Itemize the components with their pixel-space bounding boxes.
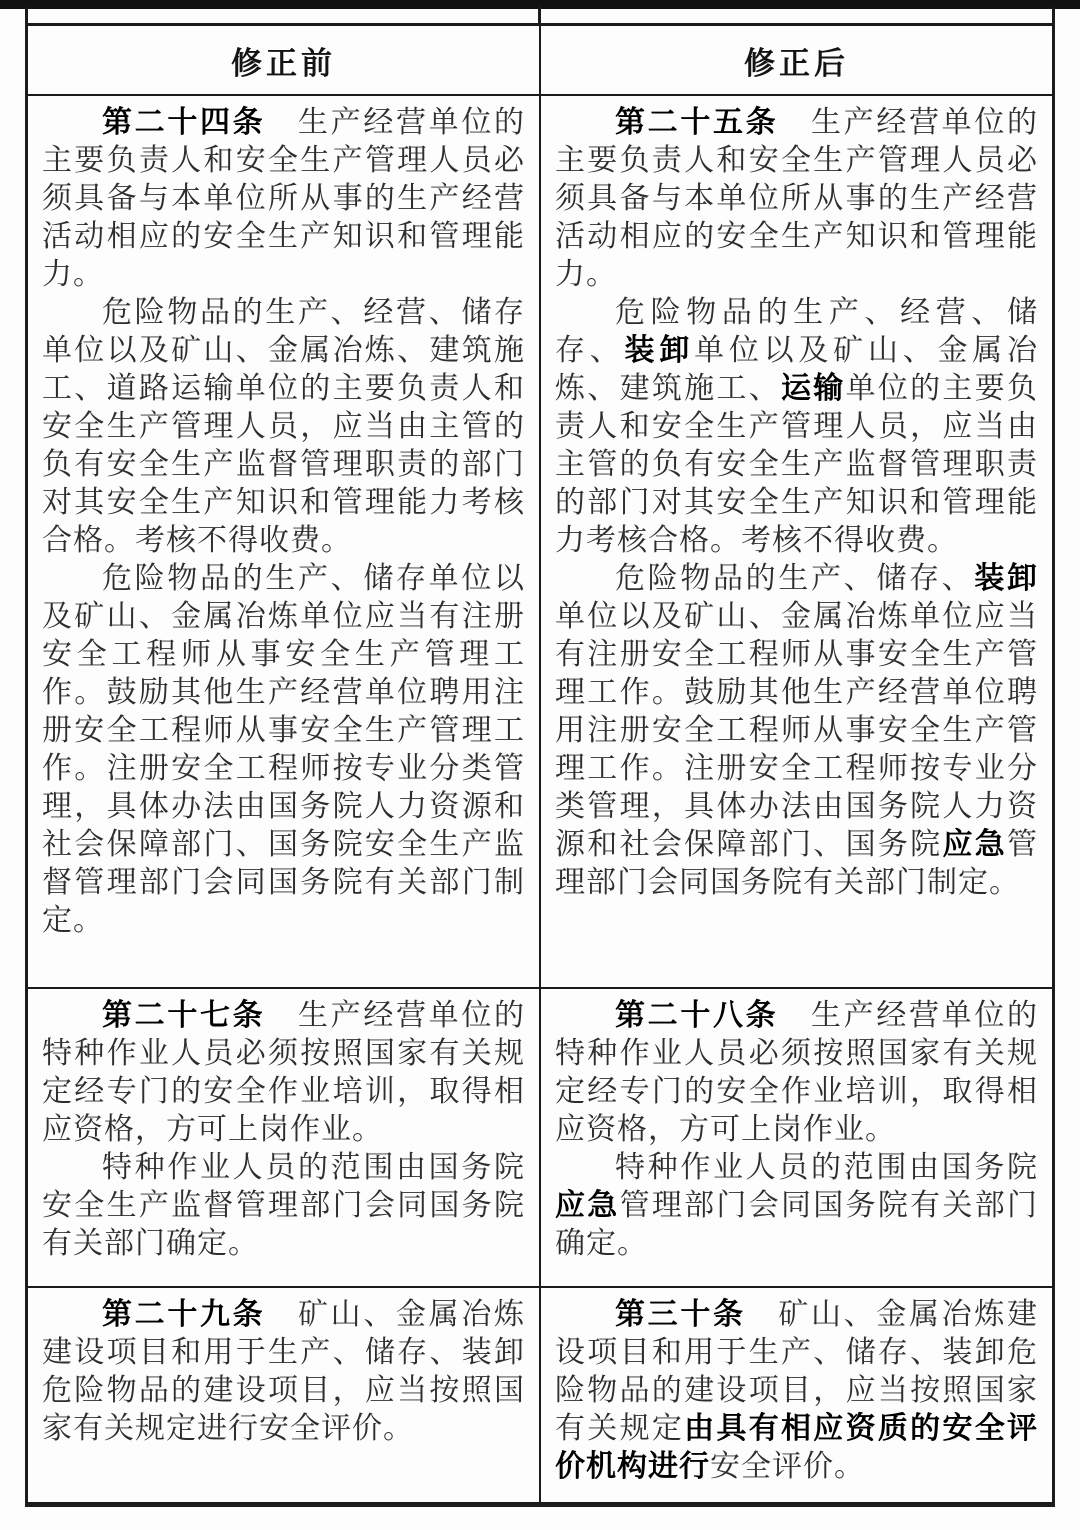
table-border-tick bbox=[25, 7, 28, 24]
comparison-row bbox=[27, 988, 1054, 1287]
text-segment: 安全评价。 bbox=[710, 1450, 865, 1483]
comparison-row bbox=[27, 1287, 1054, 1505]
text-segment: 单位以及矿山、金属冶炼单位应当有注册安全工程师从事安全生产管理工作。鼓励其他生产经营单位聘用注册安全工程师从事安全生产管理工作。注册安全工程师按专业分类管理，具体办法由国务院人力资源和社会保障部门、国务院 bbox=[555, 600, 1038, 861]
amended-text: 第二十七条 bbox=[102, 999, 266, 1032]
after-cell bbox=[540, 1287, 1054, 1505]
text-segment: 危险物品的生产、储存、 bbox=[615, 562, 975, 595]
text-segment: 矿山、金属冶炼建设项目和用于生产、储存、装卸危险物品的建设项目，应当按照国家有关规定进行安全评价。 bbox=[42, 1298, 526, 1445]
header-before: 修正前 bbox=[27, 25, 541, 96]
law-paragraph bbox=[555, 1296, 1038, 1486]
law-paragraph bbox=[555, 997, 1038, 1149]
amended-text: 装卸 bbox=[624, 334, 695, 367]
amended-text: 应急 bbox=[555, 1189, 620, 1222]
law-paragraph bbox=[42, 104, 525, 294]
law-paragraph bbox=[555, 1149, 1038, 1263]
amended-text: 由具有相应资质的安全评价机构进行 bbox=[555, 1412, 1039, 1483]
amended-text: 第二十四条 bbox=[102, 106, 266, 139]
amended-text: 第二十九条 bbox=[102, 1298, 266, 1331]
law-paragraph bbox=[42, 997, 525, 1149]
header-row bbox=[27, 25, 1054, 96]
table-border-tick bbox=[1052, 7, 1055, 24]
law-paragraph bbox=[42, 1296, 525, 1448]
law-paragraph bbox=[42, 1149, 525, 1263]
after-cell bbox=[540, 95, 1054, 988]
before-cell bbox=[27, 1287, 541, 1505]
text-segment: 管理部门会同国务院有关部门确定。 bbox=[555, 1189, 1039, 1260]
text-segment: 单位的主要负责人和安全生产管理人员，应当由主管的负有安全生产监督管理职责的部门对其安全生产知识和管理能力考核合格。考核不得收费。 bbox=[555, 372, 1039, 557]
law-paragraph bbox=[555, 294, 1038, 560]
text-segment: 危险物品的生产、经营、储存单位以及矿山、金属冶炼、建筑施工、道路运输单位的主要负责人和安全生产管理人员，应当由主管的负有安全生产监督管理职责的部门对其安全生产知识和管理能力考核合格。考核不得收费。 bbox=[42, 296, 525, 557]
text-segment: 管理部门会同国务院有关部门制定。 bbox=[555, 828, 1039, 899]
amendment-comparison-table bbox=[25, 23, 1055, 1507]
law-paragraph bbox=[555, 104, 1038, 294]
after-cell bbox=[540, 988, 1054, 1287]
text-segment: 生产经营单位的特种作业人员必须按照国家有关规定经专门的安全作业培训，取得相应资格，方可上岗作业。 bbox=[555, 999, 1039, 1146]
text-segment: 危险物品的生产、储存单位以及矿山、金属冶炼单位应当有注册安全工程师从事安全生产管理工作。鼓励其他生产经营单位聘用注册安全工程师从事安全生产管理工作。注册安全工程师按专业分类管理，具体办法由国务院人力资源和社会保障部门、国务院安全生产监督管理部门会同国务院有关部门制定。 bbox=[42, 562, 525, 937]
table-header bbox=[27, 25, 1054, 96]
amended-text: 第三十条 bbox=[615, 1298, 746, 1331]
amended-text: 第二十五条 bbox=[615, 106, 779, 139]
text-segment: 生产经营单位的主要负责人和安全生产管理人员必须具备与本单位所从事的生产经营活动相应的安全生产知识和管理能力。 bbox=[555, 106, 1039, 291]
table-border-tick bbox=[538, 7, 541, 24]
header-after: 修正后 bbox=[540, 25, 1054, 96]
law-paragraph bbox=[42, 294, 525, 560]
amended-text: 运输 bbox=[781, 372, 846, 405]
before-cell bbox=[27, 988, 541, 1287]
text-segment: 特种作业人员的范围由国务院安全生产监督管理部门会同国务院有关部门确定。 bbox=[42, 1151, 525, 1260]
law-paragraph bbox=[555, 560, 1038, 902]
text-segment: 单位以及矿山、金属冶炼、建筑施工、 bbox=[555, 334, 1039, 405]
amended-text: 第二十八条 bbox=[615, 999, 779, 1032]
text-segment: 生产经营单位的主要负责人和安全生产管理人员必须具备与本单位所从事的生产经营活动相应的安全生产知识和管理能力。 bbox=[42, 106, 526, 291]
amended-text: 应急 bbox=[942, 828, 1008, 861]
before-cell bbox=[27, 95, 541, 988]
text-segment: 生产经营单位的特种作业人员必须按照国家有关规定经专门的安全作业培训，取得相应资格，方可上岗作业。 bbox=[42, 999, 526, 1146]
text-segment: 矿山、金属冶炼建设项目和用于生产、储存、装卸危险物品的建设项目，应当按照国家有关规定 bbox=[555, 1298, 1039, 1445]
comparison-row bbox=[27, 95, 1054, 988]
comparison-table-body bbox=[27, 95, 1054, 1505]
amended-text: 装卸 bbox=[974, 562, 1039, 595]
text-segment: 危险物品的生产、经营、储存、 bbox=[555, 296, 1038, 367]
law-paragraph bbox=[42, 560, 525, 940]
text-segment: 特种作业人员的范围由国务院 bbox=[615, 1151, 1038, 1184]
